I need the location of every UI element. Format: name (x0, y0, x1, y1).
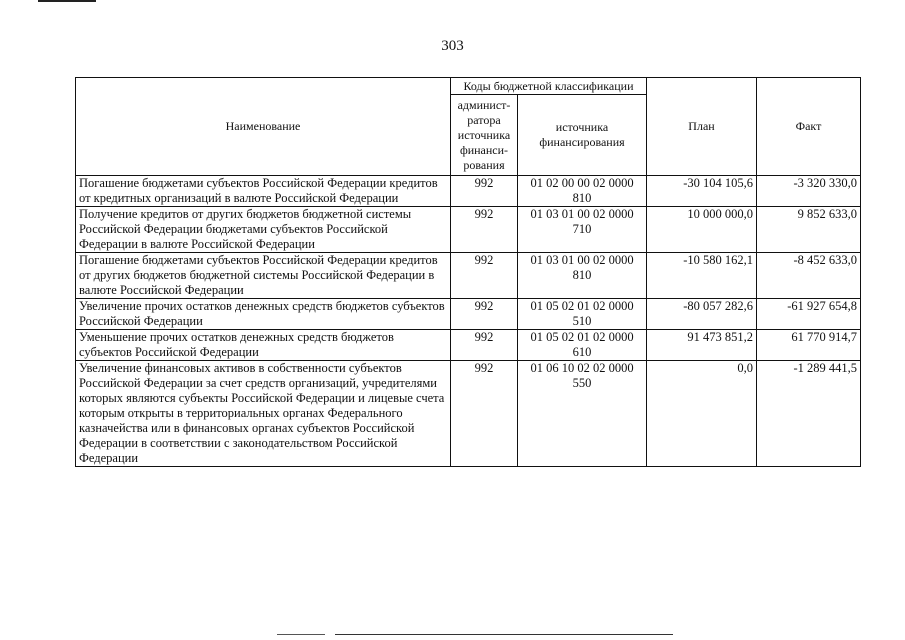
cell-fact: -61 927 654,8 (757, 299, 861, 330)
cell-admin-code: 992 (451, 253, 518, 299)
table-row (76, 299, 861, 330)
table-header (76, 78, 861, 176)
cell-name: Увеличение финансовых активов в собственности субъектов Российской Федерации за счет средств организаций, учредителями которых являются субъекты Российской Федерации и лицевые счета которым открыты в территориальных органах Федерального казначейства или в финансовых органах субъектов Российской Федерации в соответствии с законодательством Российской Федерации (76, 361, 451, 467)
cell-admin-code: 992 (451, 299, 518, 330)
cell-source-code: 01 05 02 01 02 0000 510 (518, 299, 647, 330)
cell-plan: 10 000 000,0 (647, 207, 757, 253)
header-plan: План (647, 78, 757, 176)
bottom-edge-rule (335, 634, 673, 635)
cell-fact: -8 452 633,0 (757, 253, 861, 299)
header-row-1 (76, 78, 861, 95)
top-edge-mark (38, 0, 96, 2)
cell-name: Увеличение прочих остатков денежных средств бюджетов субъектов Российской Федерации (76, 299, 451, 330)
cell-fact: -1 289 441,5 (757, 361, 861, 467)
cell-plan: -10 580 162,1 (647, 253, 757, 299)
cell-admin-code: 992 (451, 207, 518, 253)
header-admin: админист-ратора источника финанси-рования (451, 95, 518, 176)
table-row (76, 361, 861, 467)
table-row (76, 253, 861, 299)
cell-source-code: 01 02 00 00 02 0000 810 (518, 176, 647, 207)
cell-name: Погашение бюджетами субъектов Российской Федерации кредитов от кредитных организаций в валюте Российской Федерации (76, 176, 451, 207)
table-row (76, 176, 861, 207)
cell-fact: 9 852 633,0 (757, 207, 861, 253)
cell-plan: 91 473 851,2 (647, 330, 757, 361)
cell-source-code: 01 06 10 02 02 0000 550 (518, 361, 647, 467)
page-number: 303 (441, 38, 464, 54)
table-row (76, 207, 861, 253)
header-source: источника финансирования (518, 95, 647, 176)
cell-admin-code: 992 (451, 361, 518, 467)
bottom-edge-mark (277, 634, 325, 635)
cell-source-code: 01 05 02 01 02 0000 610 (518, 330, 647, 361)
cell-plan: -30 104 105,6 (647, 176, 757, 207)
cell-plan: -80 057 282,6 (647, 299, 757, 330)
table-row (76, 330, 861, 361)
cell-name: Уменьшение прочих остатков денежных средств бюджетов субъектов Российской Федерации (76, 330, 451, 361)
header-fact: Факт (757, 78, 861, 176)
budget-financing-table (75, 77, 861, 467)
cell-source-code: 01 03 01 00 02 0000 810 (518, 253, 647, 299)
cell-fact: 61 770 914,7 (757, 330, 861, 361)
header-codes-group: Коды бюджетной классификации (451, 78, 647, 95)
header-name: Наименование (76, 78, 451, 176)
table-body (76, 176, 861, 467)
cell-name: Погашение бюджетами субъектов Российской Федерации кредитов от других бюджетов бюджетной системы Российской Федерации в валюте Российской Федерации (76, 253, 451, 299)
cell-admin-code: 992 (451, 176, 518, 207)
cell-admin-code: 992 (451, 330, 518, 361)
cell-name: Получение кредитов от других бюджетов бюджетной системы Российской Федерации бюджетами субъектов Российской Федерации в валюте Российской Федерации (76, 207, 451, 253)
cell-plan: 0,0 (647, 361, 757, 467)
cell-source-code: 01 03 01 00 02 0000 710 (518, 207, 647, 253)
cell-fact: -3 320 330,0 (757, 176, 861, 207)
